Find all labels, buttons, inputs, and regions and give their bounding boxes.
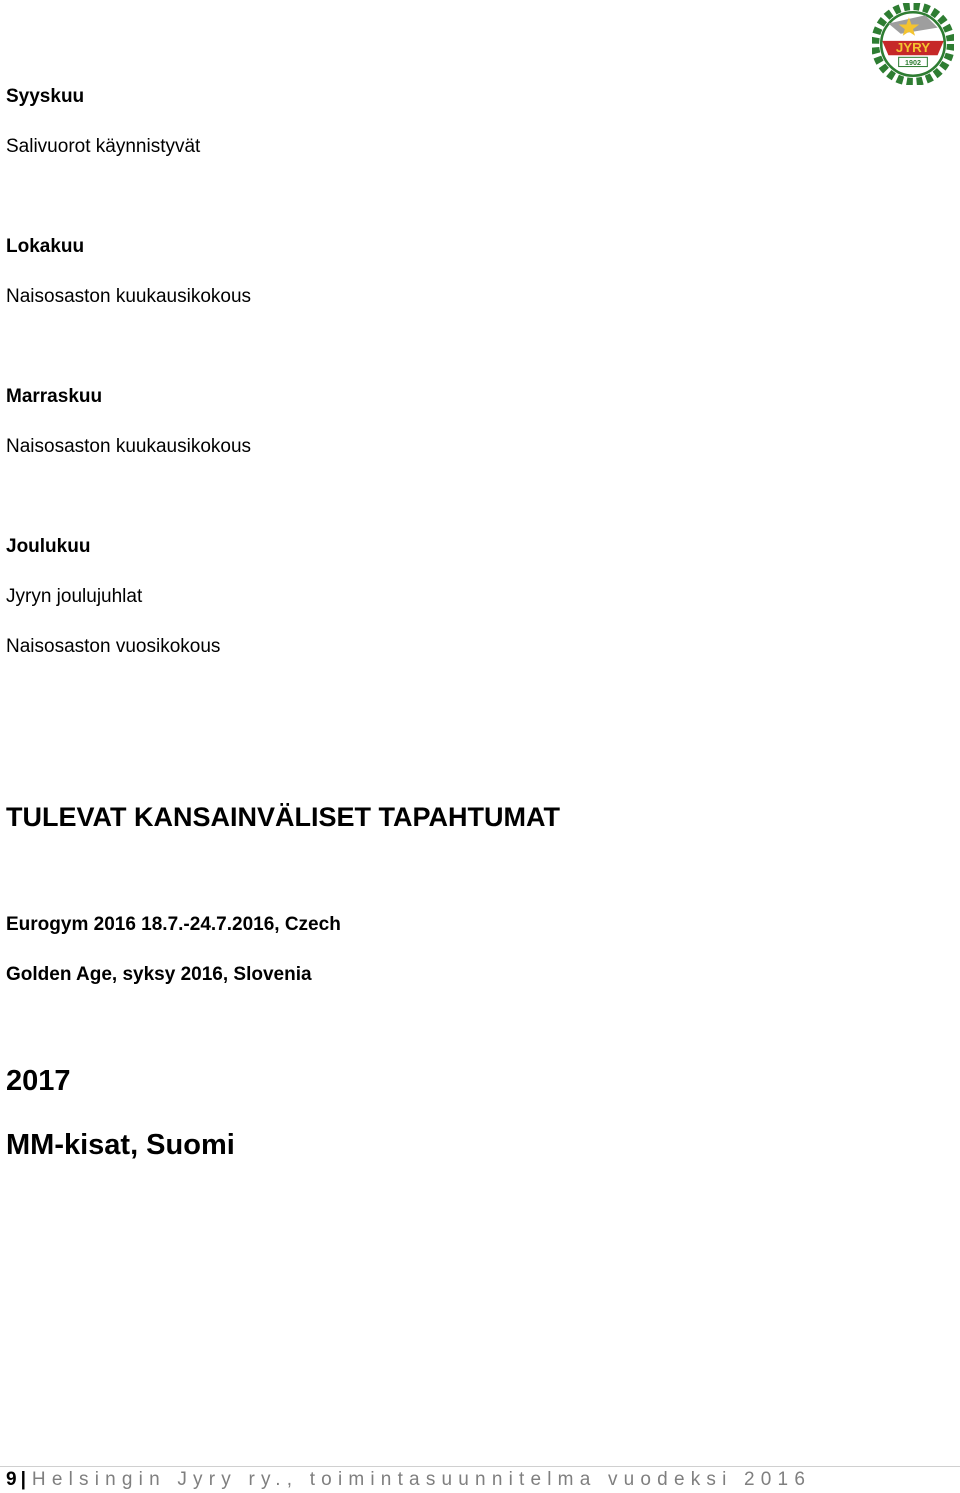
international-event: Eurogym 2016 18.7.-24.7.2016, Czech <box>6 914 341 935</box>
logo-year: 1902 <box>905 59 921 68</box>
international-event: Golden Age, syksy 2016, Slovenia <box>6 964 312 985</box>
event-item: Jyryn joulujuhlat <box>6 586 143 607</box>
month-heading-lokakuu: Lokakuu <box>6 236 85 257</box>
month-heading-marraskuu: Marraskuu <box>6 386 103 407</box>
year-2017-event: MM-kisat, Suomi <box>6 1129 235 1161</box>
year-heading-2017: 2017 <box>6 1065 71 1097</box>
footer-divider <box>0 1466 960 1467</box>
event-item: Naisosaston vuosikokous <box>6 636 221 657</box>
international-events-heading: TULEVAT KANSAINVÄLISET TAPAHTUMAT <box>6 802 560 832</box>
footer-text: Helsingin Jyry ry., toimintasuunnitelma vuodeksi 2016 <box>31 1469 812 1490</box>
page-number: 9 <box>6 1469 17 1490</box>
event-item: Naisosaston kuukausikokous <box>6 286 252 307</box>
month-heading-joulukuu: Joulukuu <box>6 536 91 557</box>
event-item: Salivuorot käynnistyvät <box>6 136 201 157</box>
logo-text: JYRY <box>895 40 931 56</box>
footer-separator: | <box>20 1469 26 1490</box>
event-item: Naisosaston kuukausikokous <box>6 436 252 457</box>
page-footer <box>6 1470 811 1489</box>
jyry-logo <box>872 3 954 85</box>
month-heading-syyskuu: Syyskuu <box>6 86 85 107</box>
